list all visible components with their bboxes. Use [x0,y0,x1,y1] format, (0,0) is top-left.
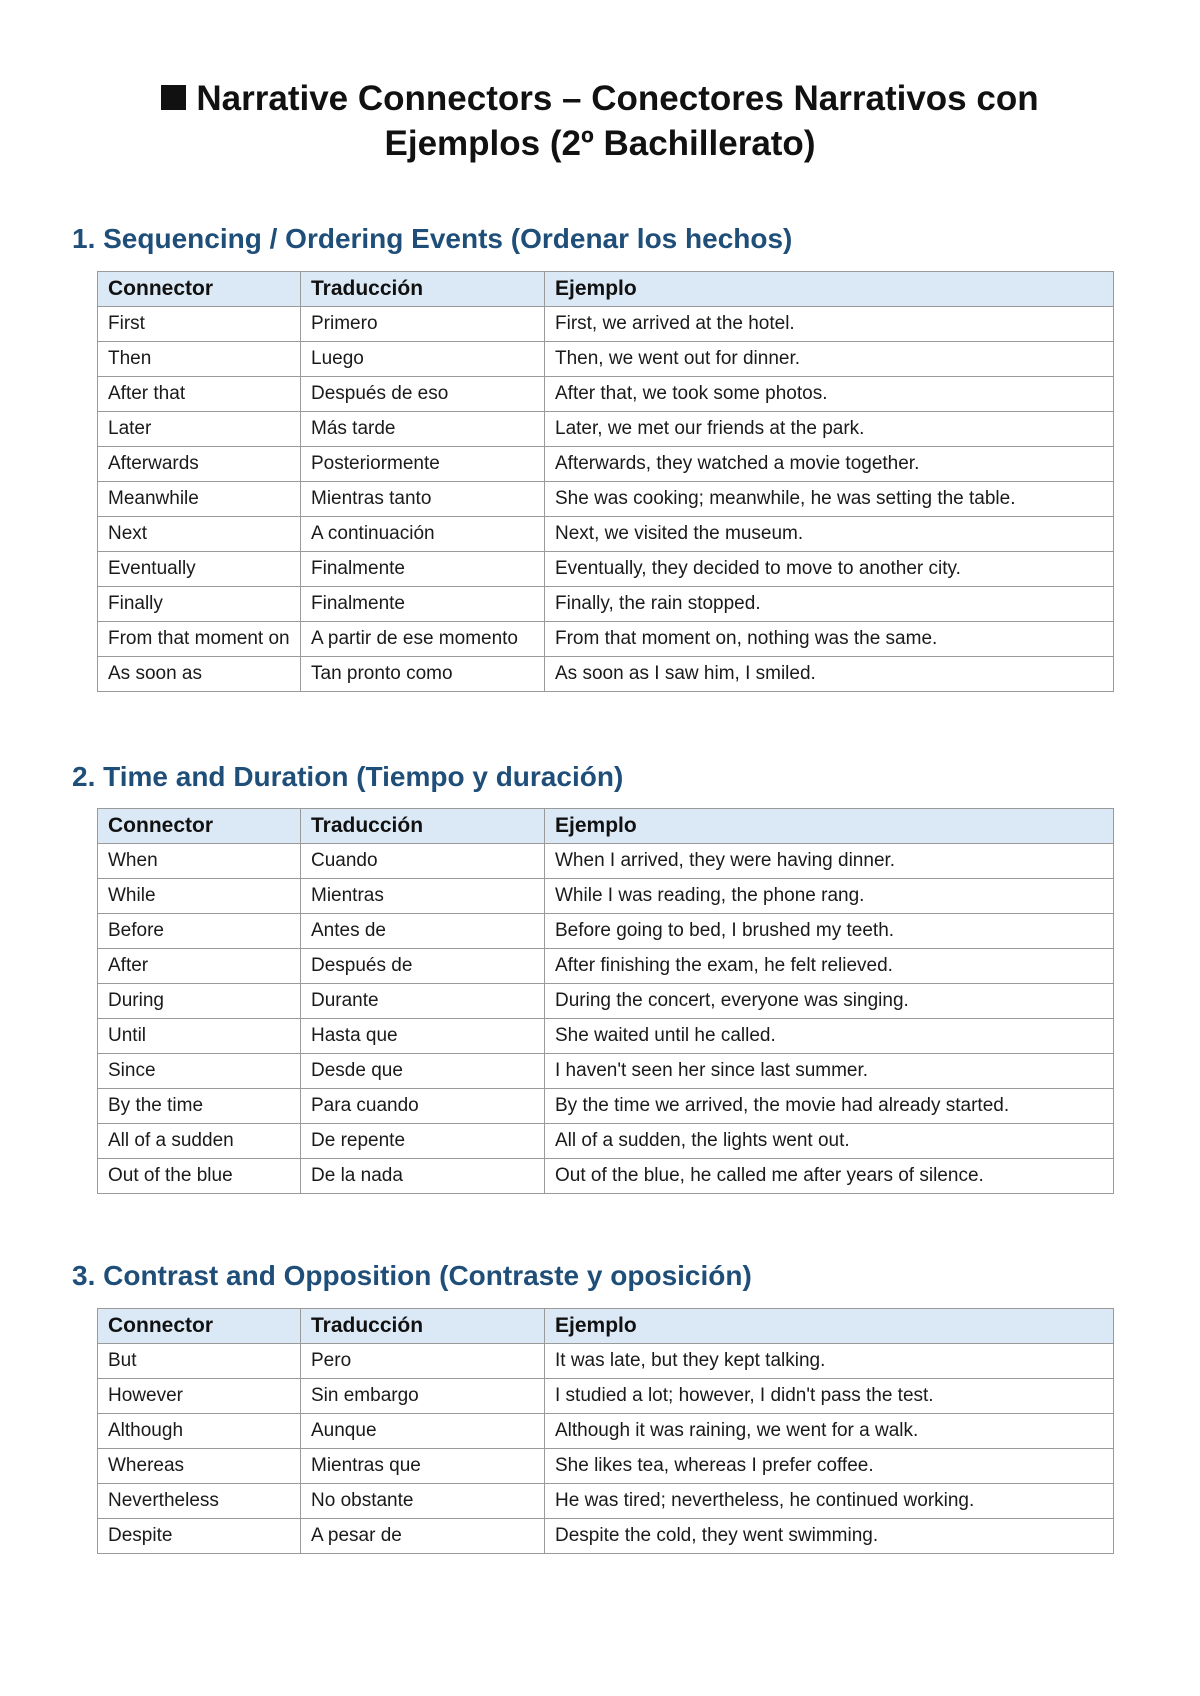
table-row [98,412,1114,447]
example-cell: First, we arrived at the hotel. [545,307,1114,342]
table-row [98,879,1114,914]
example-cell: Eventually, they decided to move to another city. [545,552,1114,587]
column-header-translation: Traducción [301,272,545,307]
example-cell: She was cooking; meanwhile, he was setting the table. [545,482,1114,517]
connector-cell: Nevertheless [98,1484,301,1519]
connector-cell: Despite [98,1519,301,1554]
connector-cell: Eventually [98,552,301,587]
table-row [98,377,1114,412]
translation-cell: Antes de [301,914,545,949]
column-header-example: Ejemplo [545,809,1114,844]
connector-cell: Before [98,914,301,949]
example-cell: After finishing the exam, he felt relieved. [545,949,1114,984]
table-header-row [98,1309,1114,1344]
table-row [98,1344,1114,1379]
connector-cell: During [98,984,301,1019]
column-header-connector: Connector [98,809,301,844]
connector-cell: After [98,949,301,984]
translation-cell: Durante [301,984,545,1019]
example-cell: Out of the blue, he called me after years of silence. [545,1159,1114,1194]
table-row [98,1379,1114,1414]
table-row [98,482,1114,517]
connector-cell: After that [98,377,301,412]
table-row [98,1449,1114,1484]
table-row [98,622,1114,657]
connector-cell: Finally [98,587,301,622]
translation-cell: Más tarde [301,412,545,447]
example-cell: Despite the cold, they went swimming. [545,1519,1114,1554]
table-row [98,657,1114,692]
translation-cell: Cuando [301,844,545,879]
translation-cell: Finalmente [301,587,545,622]
translation-cell: Posteriormente [301,447,545,482]
connector-cell: Later [98,412,301,447]
example-cell: When I arrived, they were having dinner. [545,844,1114,879]
example-cell: She likes tea, whereas I prefer coffee. [545,1449,1114,1484]
translation-cell: Mientras tanto [301,482,545,517]
page-title-text: Narrative Connectors – Conectores Narrativos con Ejemplos (2º Bachillerato) [196,79,1039,163]
connector-cell: Since [98,1054,301,1089]
column-header-connector: Connector [98,1309,301,1344]
table-row [98,1159,1114,1194]
connector-cell: Afterwards [98,447,301,482]
example-cell: As soon as I saw him, I smiled. [545,657,1114,692]
example-cell: Afterwards, they watched a movie together. [545,447,1114,482]
translation-cell: Aunque [301,1414,545,1449]
translation-cell: De la nada [301,1159,545,1194]
connector-cell: From that moment on [98,622,301,657]
table-row [98,914,1114,949]
connector-cell: All of a sudden [98,1124,301,1159]
connector-cell: However [98,1379,301,1414]
translation-cell: Primero [301,307,545,342]
example-cell: She waited until he called. [545,1019,1114,1054]
translation-cell: Pero [301,1344,545,1379]
translation-cell: No obstante [301,1484,545,1519]
example-cell: I studied a lot; however, I didn't pass the test. [545,1379,1114,1414]
connector-cell: While [98,879,301,914]
table-header-row [98,809,1114,844]
translation-cell: Finalmente [301,552,545,587]
column-header-translation: Traducción [301,1309,545,1344]
connector-cell: Then [98,342,301,377]
table-row [98,1484,1114,1519]
black-square-icon [161,85,186,110]
section-heading-contrast: 3. Contrast and Opposition (Contraste y oposición) [72,1260,752,1291]
example-cell: Although it was raining, we went for a walk. [545,1414,1114,1449]
table-row [98,587,1114,622]
translation-cell: Sin embargo [301,1379,545,1414]
table-row [98,949,1114,984]
translation-cell: Para cuando [301,1089,545,1124]
example-cell: From that moment on, nothing was the same. [545,622,1114,657]
connector-cell: Meanwhile [98,482,301,517]
translation-cell: De repente [301,1124,545,1159]
translation-cell: Mientras [301,879,545,914]
column-header-example: Ejemplo [545,272,1114,307]
connector-cell: Out of the blue [98,1159,301,1194]
translation-cell: Hasta que [301,1019,545,1054]
table-time-duration [97,808,1114,1194]
column-header-connector: Connector [98,272,301,307]
example-cell: By the time we arrived, the movie had already started. [545,1089,1114,1124]
translation-cell: A continuación [301,517,545,552]
table-row [98,1054,1114,1089]
connector-cell: Although [98,1414,301,1449]
translation-cell: Después de eso [301,377,545,412]
translation-cell: Desde que [301,1054,545,1089]
table-sequencing [97,271,1114,692]
section-heading-time-duration: 2. Time and Duration (Tiempo y duración) [72,761,624,792]
translation-cell: Después de [301,949,545,984]
table-header-row [98,272,1114,307]
example-cell: Next, we visited the museum. [545,517,1114,552]
table-row [98,307,1114,342]
connector-cell: Whereas [98,1449,301,1484]
connector-cell: When [98,844,301,879]
translation-cell: Luego [301,342,545,377]
connector-cell: By the time [98,1089,301,1124]
connector-cell: Next [98,517,301,552]
example-cell: While I was reading, the phone rang. [545,879,1114,914]
table-row [98,984,1114,1019]
example-cell: He was tired; nevertheless, he continued working. [545,1484,1114,1519]
table-row [98,1019,1114,1054]
example-cell: I haven't seen her since last summer. [545,1054,1114,1089]
example-cell: It was late, but they kept talking. [545,1344,1114,1379]
column-header-translation: Traducción [301,809,545,844]
translation-cell: Tan pronto como [301,657,545,692]
table-contrast [97,1308,1114,1554]
example-cell: During the concert, everyone was singing. [545,984,1114,1019]
connector-cell: First [98,307,301,342]
translation-cell: Mientras que [301,1449,545,1484]
example-cell: Before going to bed, I brushed my teeth. [545,914,1114,949]
table-row [98,447,1114,482]
table-row [98,1414,1114,1449]
page-title [100,76,1100,166]
translation-cell: A pesar de [301,1519,545,1554]
table-row [98,1124,1114,1159]
section-heading-sequencing: 1. Sequencing / Ordering Events (Ordenar los hechos) [72,223,793,254]
table-row [98,342,1114,377]
example-cell: After that, we took some photos. [545,377,1114,412]
example-cell: Then, we went out for dinner. [545,342,1114,377]
example-cell: All of a sudden, the lights went out. [545,1124,1114,1159]
connector-cell: Until [98,1019,301,1054]
translation-cell: A partir de ese momento [301,622,545,657]
table-row [98,1089,1114,1124]
table-row [98,552,1114,587]
column-header-example: Ejemplo [545,1309,1114,1344]
table-row [98,1519,1114,1554]
table-row [98,517,1114,552]
example-cell: Finally, the rain stopped. [545,587,1114,622]
connector-cell: As soon as [98,657,301,692]
connector-cell: But [98,1344,301,1379]
table-row [98,844,1114,879]
example-cell: Later, we met our friends at the park. [545,412,1114,447]
